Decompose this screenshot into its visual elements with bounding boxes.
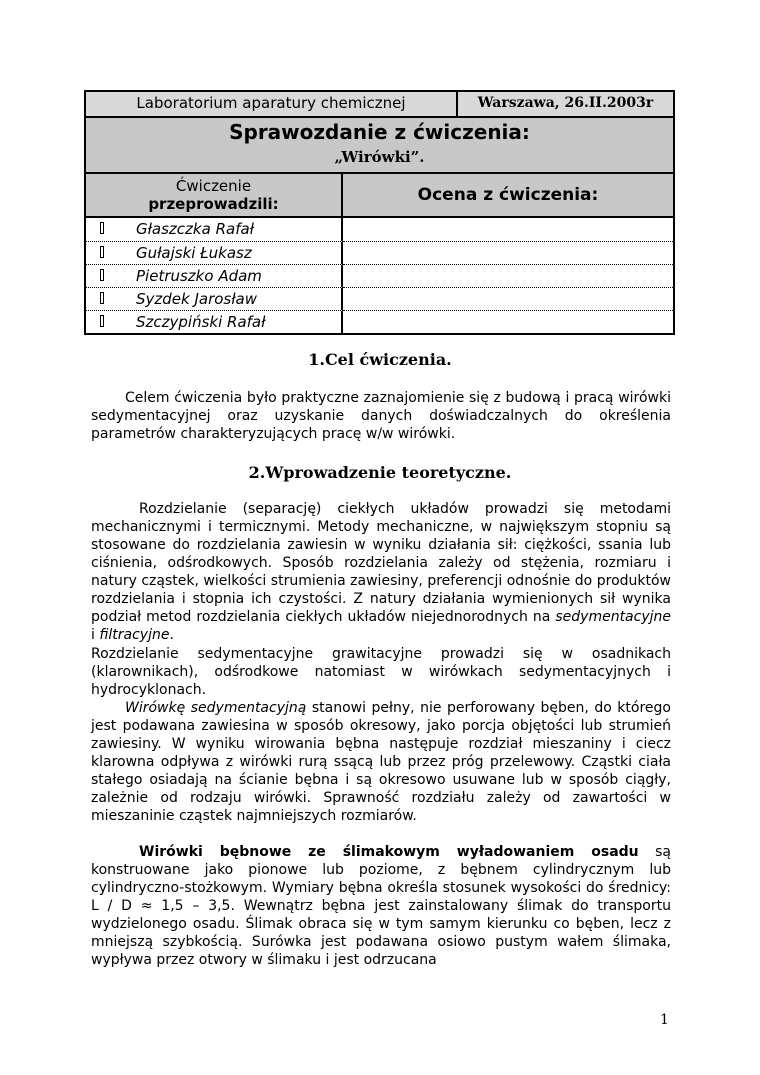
section2-paragraph-1: Rozdzielanie (separację) ciekłych układów prowadzi się metodami mechanicznymi i termicznymi. Metody mechaniczne, w największym stopniu są stosowane do rozdzielania zawiesin w wyniku działania sił: ciężkości, ssania lub ciśnienia, odśrodkowych. Sposób rozdzielania zależy od stężenia, rozmiaru i natury cząstek, wielkości strumienia zawiesiny, preferencji odnośnie do produktów rozdzielania i stopnia ich czystości. Z natury działania wymienionych sił wynika podział metod rozdzielania ciekłych układów niejednorodnych na sedymentacyjne i filtracyjne.	[91, 501, 671, 643]
emphasis-sedimentation: sedymentacyjne	[555, 609, 671, 625]
section2-paragraph-3: Wirówkę sedymentacyjną stanowi pełny, nie perforowany bęben, do którego jest podawana zawiesina w sposób okresowy, jako porcja objętości lub strumień zawiesiny. W wyniku wirowania bębna następuje rozdział mieszaniny i ciecz klarowna odpływa z wirówki rurą ssącą lub przez próg przelewowy. Cząstki ciała stałego osiadają na ścianie bębna i są okresowo usuwane lub w sposób ciągły, zależnie od rodzaju wirówki. Sprawność rozdziału zależy od zawartości w mieszaninie cząstek najmniejszych rozmiarów.	[91, 700, 671, 824]
section2-paragraph-4: Wirówki bębnowe ze ślimakowym wyładowaniem osadu są konstruowane jako pionowe lub poziome, z bębnem cylindrycznym lub cylindryczno-stożkowym. Wymiary bębna określa stosunek wysokości do średnicy: L / D ≈ 1,5 – 3,5. Wewnątrz bębna jest zainstalowany ślimak do transportu wydzielonego osadu. Ślimak obraca się w tym samym kierunku co bęben, lecz z mniejszą szybkością. Surówka jest podawana osiowo pustym wałem ślimaka, wypływa przez otwory w ślimaku i jest odrzucana	[91, 844, 671, 968]
performers-header-line2: przeprowadzili:	[148, 195, 279, 213]
bullet-icon	[100, 246, 104, 258]
bold-decanter-term: Wirówki bębnowe ze ślimakowym wyładowaniem osadu	[139, 844, 639, 860]
bullet-icon	[100, 315, 104, 327]
member-row	[86, 310, 673, 333]
header-top-row	[86, 92, 673, 118]
grade-cell	[343, 264, 673, 287]
report-date: Warszawa, 26.II.2003r	[477, 95, 654, 111]
member-row	[86, 241, 673, 264]
grade-cell	[343, 287, 673, 310]
member-row	[86, 218, 673, 241]
member-name: Syzdek Jarosław	[136, 290, 258, 308]
bullet-icon	[100, 269, 104, 281]
emphasis-filtration: filtracyjne	[99, 627, 170, 643]
grade-column-header: Ocena z ćwiczenia:	[417, 185, 599, 205]
section2-paragraph-2: Rozdzielanie sedymentacyjne grawitacyjne prowadzi się w osadnikach (klarownikach), odśrodkowe natomiast w wirówkach sedymentacyjnych i hydrocyklonach.	[91, 646, 671, 698]
member-name: Głaszczka Rafał	[136, 220, 254, 238]
member-row	[86, 287, 673, 310]
bullet-icon	[100, 222, 104, 234]
section2-heading: 2.Wprowadzenie teoretyczne.	[248, 463, 512, 482]
report-title: Sprawozdanie z ćwiczenia:	[229, 120, 530, 144]
bullet-icon	[100, 292, 104, 304]
title-block	[86, 118, 673, 174]
section1-paragraph: Celem ćwiczenia było praktyczne zaznajomienie się z budową i pracą wirówki sedymentacyjnej oraz uzyskanie danych doświadczalnych do określenia parametrów charakteryzujących pracę w/w wirówki.	[91, 390, 671, 442]
member-row	[86, 264, 673, 287]
member-name: Pietruszko Adam	[136, 267, 262, 285]
performers-column-header	[86, 174, 343, 216]
report-header-table	[84, 90, 675, 335]
emphasis-centrifuge: Wirówkę sedymentacyjną	[125, 700, 307, 716]
grade-cell	[343, 310, 673, 333]
report-subtitle: „Wirówki”.	[334, 148, 425, 166]
grade-cell	[343, 218, 673, 241]
section1-heading: 1.Cel ćwiczenia.	[308, 350, 452, 369]
lab-name: Laboratorium aparatury chemicznej	[86, 92, 458, 116]
page-number: 1	[660, 1012, 669, 1028]
member-name: Szczypiński Rafał	[136, 313, 266, 331]
grade-cell	[343, 241, 673, 264]
columns-header-row	[86, 174, 673, 218]
performers-header-line1: Ćwiczenie	[175, 177, 252, 195]
member-name: Gułajski Łukasz	[136, 244, 252, 262]
